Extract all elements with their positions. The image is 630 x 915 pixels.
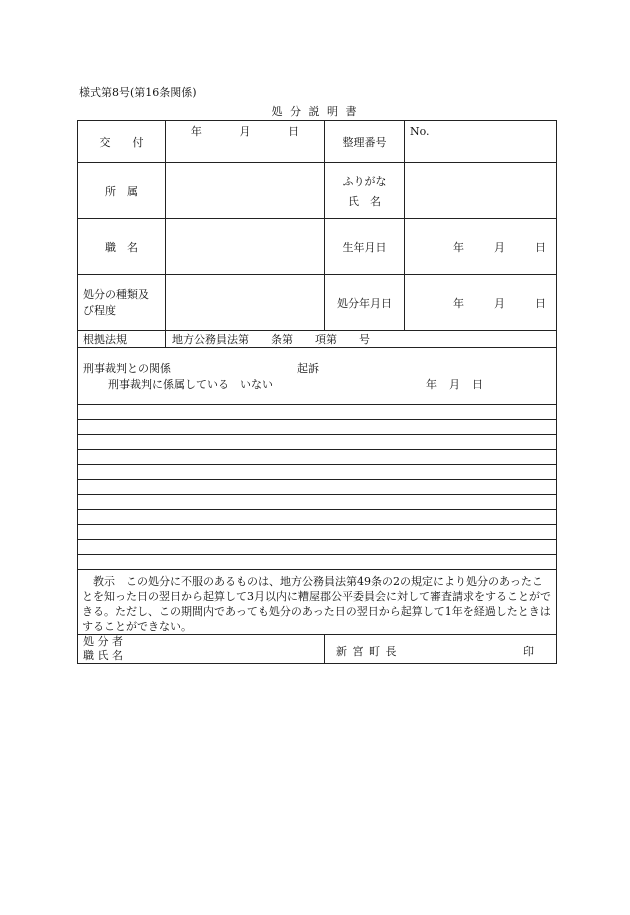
- seiri-value-cell[interactable]: [405, 121, 557, 163]
- shobunsha-label-1: 処 分 者: [83, 635, 123, 648]
- shobunsha-name: 新 宮 町 長: [336, 645, 398, 658]
- shimei-label: 氏 名: [348, 194, 381, 208]
- shobun-day: 日: [535, 296, 546, 310]
- form-number: 様式第8号(第16条関係): [79, 86, 197, 99]
- shobun-shurui-value-cell[interactable]: [166, 275, 325, 331]
- seal-mark: 印: [523, 645, 534, 658]
- shoku-value-cell[interactable]: [166, 219, 325, 275]
- shobun-month: 月: [494, 296, 505, 310]
- konkyo-label: 根拠法規: [78, 331, 166, 348]
- seinengappi-day: 日: [535, 240, 546, 254]
- keiji-pending-label: 刑事裁判に係属している いない: [108, 378, 273, 391]
- disposition-form-table: [77, 120, 557, 664]
- kyouji-text: 教示 この処分に不服のあるものは、地方公務員法第49条の2の規定により処分のあったことを知った日の翌日から起算して3月以内に糟屋郡公平委員会に対して審査請求をすることができる。ただし、この期間内であっても処分のあった日の翌日から起算して1年を経過したときはすることができない。: [82, 575, 551, 633]
- document-title: 処 分 説 明 書: [271, 105, 359, 118]
- seinengappi-month: 月: [494, 240, 505, 254]
- blank-line-6[interactable]: [78, 480, 557, 495]
- kofu-date-cell[interactable]: [166, 121, 325, 163]
- keiji-section: [78, 348, 557, 405]
- keiji-day: 日: [472, 378, 483, 391]
- kiso-label: 起訴: [297, 362, 319, 375]
- keiji-date: [426, 376, 483, 392]
- blank-line-7[interactable]: [78, 495, 557, 510]
- blank-line-4[interactable]: [78, 450, 557, 465]
- blank-line-9[interactable]: [78, 525, 557, 540]
- keiji-month: 月: [449, 378, 460, 391]
- shobun-date-label: 処分年月日: [325, 275, 405, 331]
- furigana-label: ふりがな: [342, 174, 387, 188]
- shozoku-value-cell[interactable]: [166, 163, 325, 219]
- seinengappi-value-cell[interactable]: [405, 219, 557, 275]
- shimei-value-cell[interactable]: [405, 163, 557, 219]
- shobun-year: 年: [453, 296, 464, 310]
- shobunsha-label-cell: [78, 635, 325, 664]
- blank-line-3[interactable]: [78, 435, 557, 450]
- furigana-label-cell: [325, 163, 405, 219]
- kofu-year: 年: [190, 125, 202, 138]
- kofu-month: 月: [239, 125, 251, 138]
- shobun-shurui-label-1: 処分の種類及: [83, 287, 149, 301]
- blank-line-5[interactable]: [78, 465, 557, 480]
- kofu-day: 日: [288, 125, 300, 138]
- keiji-year: 年: [426, 378, 437, 391]
- shozoku-label: 所 属: [78, 163, 166, 219]
- blank-line-2[interactable]: [78, 420, 557, 435]
- konkyo-value[interactable]: 地方公務員法第 条第 項第 号: [166, 331, 557, 348]
- blank-line-8[interactable]: [78, 510, 557, 525]
- seiri-no: No.: [410, 125, 430, 138]
- kyouji-section: [78, 570, 557, 635]
- blank-line-1[interactable]: [78, 405, 557, 420]
- seinengappi-year: 年: [453, 240, 464, 254]
- seiri-label: 整理番号: [325, 121, 405, 163]
- kofu-label: 交 付: [78, 121, 166, 163]
- shoku-label: 職 名: [78, 219, 166, 275]
- seinengappi-label: 生年月日: [325, 219, 405, 275]
- shobunsha-label-2: 職 氏 名: [83, 649, 123, 662]
- blank-line-10[interactable]: [78, 540, 557, 555]
- shobun-date-value-cell[interactable]: [405, 275, 557, 331]
- shobun-shurui-label-2: び程度: [83, 303, 116, 317]
- blank-line-11[interactable]: [78, 555, 557, 570]
- shobunsha-name-cell[interactable]: [325, 635, 557, 664]
- shobun-shurui-label-cell: [78, 275, 166, 331]
- keiji-relation-label: 刑事裁判との関係: [83, 362, 171, 375]
